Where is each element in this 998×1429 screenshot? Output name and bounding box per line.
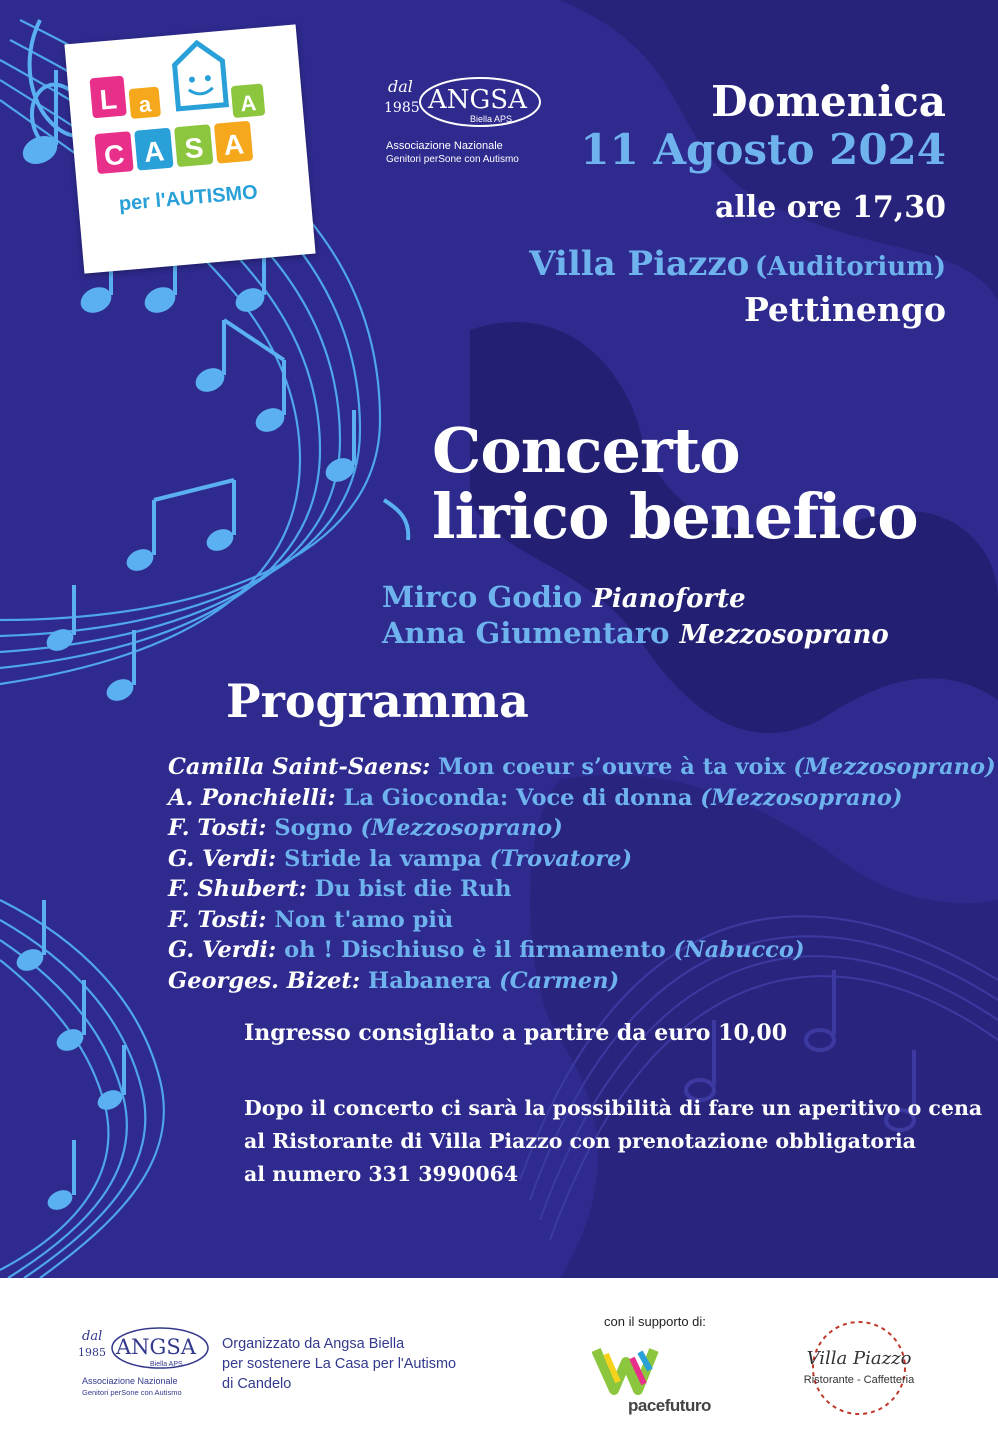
piece: La Gioconda: Voce di donna: [343, 784, 693, 811]
program-list: [168, 752, 996, 996]
title-line-2: lirico benefico: [432, 480, 918, 553]
svg-text:a: a: [137, 91, 153, 118]
svg-text:L: L: [98, 83, 119, 116]
composer: G. Verdi:: [168, 845, 277, 872]
org-line: Organizzato da Angsa Biella: [222, 1336, 405, 1352]
piece: Non t'amo più: [274, 906, 454, 933]
performers: [382, 580, 889, 652]
svg-text:per l'AUTISMO: per l'AUTISMO: [117, 181, 259, 216]
angsa-sub-line-1: Associazione Nazionale: [386, 140, 503, 152]
after-concert-info: [244, 1092, 982, 1191]
piece-note: (Nabucco): [673, 937, 805, 963]
pacefuturo-label: pacefuturo: [628, 1396, 711, 1415]
title-line-1: Concerto: [432, 414, 740, 487]
program-item: [168, 966, 996, 997]
after-line: al Ristorante di Villa Piazzo con prenotazione obbligatoria: [244, 1129, 916, 1153]
svg-text:A: A: [142, 135, 166, 168]
piece-note: (Trovatore): [489, 845, 633, 872]
angsa-sub-line-2: Genitori perSone con Autismo: [386, 154, 519, 165]
piece-note: (Mezzosoprano): [793, 754, 996, 780]
villa-sub: Ristorante - Caffetteria: [803, 1374, 915, 1386]
support-label: con il supporto di:: [604, 1314, 706, 1329]
performer-row: [382, 616, 889, 652]
program-item: [168, 783, 996, 814]
after-line: Dopo il concerto ci sarà la possibilità di fare un aperitivo o cena: [244, 1096, 983, 1120]
piece-note: (Mezzosoprano): [360, 815, 563, 841]
svg-text:Biella APS: Biella APS: [150, 1361, 183, 1368]
program-item: [168, 813, 996, 844]
svg-text:1985: 1985: [78, 1346, 106, 1359]
concert-title: [432, 414, 918, 553]
la-casa-per-autismo-logo: [64, 24, 315, 273]
performer-role: Mezzosoprano: [679, 620, 889, 650]
org-line: per sostenere La Casa per l'Autismo: [222, 1356, 457, 1372]
composer: G. Verdi:: [168, 937, 277, 963]
composer: F. Tosti:: [168, 906, 267, 933]
svg-text:A: A: [239, 90, 258, 117]
piece-note: (Mezzosoprano): [700, 784, 903, 811]
venue-name: Villa Piazzo: [529, 244, 750, 284]
svg-text:C: C: [102, 138, 126, 172]
performer-name: Anna Giumentaro: [382, 616, 670, 650]
piece-note: (Carmen): [499, 967, 620, 994]
composer: Camilla Saint-Saens:: [168, 754, 431, 780]
org-line: di Candelo: [222, 1376, 292, 1392]
program-item: [168, 905, 996, 936]
piece: Stride la vampa: [284, 845, 482, 872]
svg-text:Biella APS: Biella APS: [470, 114, 513, 124]
svg-text:A: A: [222, 128, 246, 161]
angsa-subtitle: [386, 140, 519, 166]
svg-text:Genitori perSone con Autismo: Genitori perSone con Autismo: [82, 1388, 182, 1397]
event-day: Domenica: [711, 77, 946, 126]
composer: A. Ponchielli:: [168, 784, 336, 811]
svg-text:dal: dal: [388, 77, 413, 96]
program-item: [168, 874, 996, 905]
svg-text:ANGSA: ANGSA: [116, 1335, 196, 1359]
piece: Du bist die Ruh: [314, 876, 512, 902]
performer-role: Pianoforte: [592, 584, 746, 614]
event-town: Pettinengo: [743, 290, 946, 329]
program-heading: Programma: [226, 674, 529, 728]
after-line: al numero 331 3990064: [244, 1162, 519, 1186]
villa-piazzo-logo: [792, 1318, 926, 1418]
program-item: [168, 844, 996, 875]
event-info: [529, 78, 946, 330]
performer-row: [382, 580, 889, 616]
event-time: alle ore 17,30: [714, 190, 946, 225]
svg-text:dal: dal: [82, 1329, 103, 1344]
composer: Georges. Bizet:: [168, 967, 361, 994]
footer-organizer: [222, 1334, 456, 1394]
svg-text:1985: 1985: [384, 100, 420, 116]
svg-text:Associazione Nazionale: Associazione Nazionale: [82, 1376, 178, 1386]
event-date: 11 Agosto 2024: [580, 125, 946, 174]
program-item: [168, 935, 996, 966]
composer: F. Tosti:: [168, 815, 267, 841]
footer-angsa-logo: [78, 1318, 218, 1408]
piece: oh ! Dischiuso è il firmamento: [284, 937, 666, 963]
svg-text:ANGSA: ANGSA: [428, 85, 527, 115]
program-item: [168, 752, 996, 783]
footer: [0, 1278, 998, 1429]
piece: Sogno: [274, 815, 353, 841]
villa-name: Villa Piazzo: [806, 1348, 912, 1369]
venue-detail: (Auditorium): [754, 252, 946, 282]
piece: Habanera: [367, 967, 492, 994]
composer: F. Shubert:: [168, 876, 307, 902]
angsa-logo: [380, 70, 550, 170]
entry-price: Ingresso consigliato a partire da euro 10,00: [244, 1020, 788, 1046]
performer-name: Mirco Godio: [382, 580, 583, 614]
svg-text:S: S: [183, 131, 205, 165]
piece: Mon coeur s’ouvre à ta voix: [438, 754, 786, 780]
event-venue: [529, 244, 946, 290]
